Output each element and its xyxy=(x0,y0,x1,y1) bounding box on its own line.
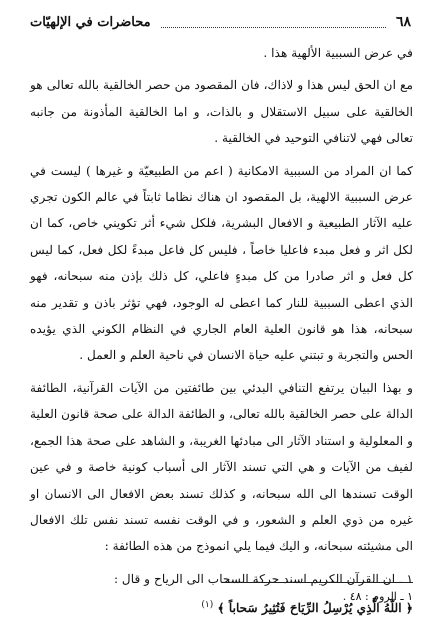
verse-text: ﴿ اللّهُ الَّذِي يُرْسِلُ الرِّيَاحَ فَتُثِيرُ سَحاباً ﴾ xyxy=(217,601,413,616)
footnote-marker: (١) xyxy=(201,600,214,611)
page-header xyxy=(30,10,411,34)
header-dot-leader xyxy=(161,17,386,28)
running-title: محاضرات في الإلهيّات xyxy=(30,14,151,30)
footnote: ١ ـ الروم : ٤٨ . xyxy=(342,590,413,603)
paragraph: ١ ـ ان القرآن الكريم اسند حركة السحاب الى الرياح و قال : xyxy=(113,571,413,586)
page-number: ٦٨ xyxy=(395,14,411,30)
paragraph: كما ان المراد من السببية الامكانية ( اعم من الطبيعيّة و غيرها ) ليست في عرض السببية الالهية، بل المقصود ان هناك نظاما ثابتاً في عالم الكون تجري عليه الآثار الطبيعية و الافعال البشرية، فلكل شيء أثر تكويني خاص، كما ان لكل اثر و فعل مبدء فاعليا خاصاً ، فليس كل فاعل مبدءً لكل فعل، كما ليس كل فعل و اثر صادرا من كل مبدءٍ فاعلي، كل ذلك بإذن منه سبحانه، فهو الذي اعطى السببية للنار كما اعطى له الوجود، فهي تؤثر باذن و تقدير منه سبحانه، هذا هو قانون العلية العام الجاري في النظام الكوني الذي يؤيده الحس والتجربة و تبتني عليه حياة الانسان في ناحية العلم و العمل . xyxy=(30,163,413,363)
paragraph: في عرض السببية الألهية هذا . xyxy=(263,46,413,60)
body-text xyxy=(30,40,413,628)
paragraph: مع ان الحق ليس هذا و لاذاك، فان المقصود من حصر الخالقية بالله تعالى هو الخالقية على سبيل الاستقلال و بالذات، و اما الخالقية المأذونة من جانبه تعالى فهي لاتنافي التوحيد في الخالقية . xyxy=(30,78,413,146)
footnote-divider xyxy=(223,582,413,583)
paragraph: و بهذا البيان يرتفع التنافي البدئي بين طائفتين من الآيات القرآنية، الطائفة الدالة على حصر الخالقية بالله تعالى، و الطائفة الدالة على صحة قانون العلية و المعلولية و استناد الآثار الى مبادئها الغريبة، و الشاهد على صحة هذا الجمع، لفيف من الآيات و هي التي تسند الآثار الى أسباب كونية خاصة و في عين الوقت تسندها الى الله سبحانه، و كذلك تسند بعض الافعال الى الانسان او غيره من ذوي العلم و الشعور، و في الوقت نفسه تسند نفس تلك الافعال الى مشيئته سبحانه، و اليك فيما يلي انموذج من هذه الطائفة : xyxy=(30,380,413,554)
